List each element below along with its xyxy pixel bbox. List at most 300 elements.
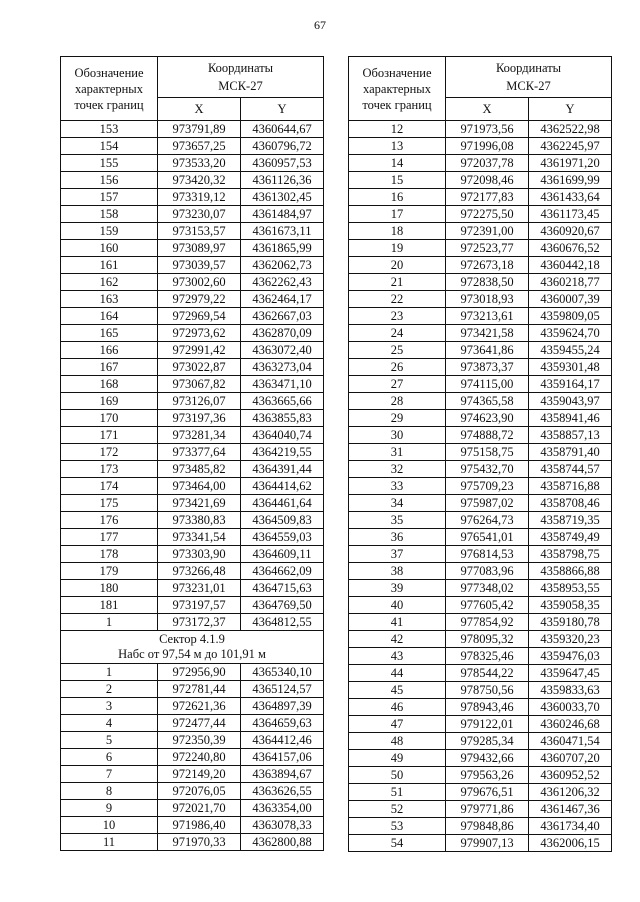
coordinates-label: Координаты	[495, 61, 562, 75]
x-coordinate-cell: 974115,00	[446, 376, 529, 393]
point-id-cell: 156	[61, 172, 158, 189]
x-coordinate-cell: 973126,07	[158, 393, 241, 410]
y-coordinate-cell: 4361865,99	[241, 240, 324, 257]
point-id-cell: 19	[349, 240, 446, 257]
x-coordinate-cell: 972477,44	[158, 715, 241, 732]
point-id-cell: 157	[61, 189, 158, 206]
table-row	[61, 427, 324, 444]
x-coordinate-cell: 973002,60	[158, 274, 241, 291]
point-id-cell: 158	[61, 206, 158, 223]
y-coordinate-cell: 4364414,62	[241, 478, 324, 495]
table-row	[61, 223, 324, 240]
y-coordinate-cell: 4359320,23	[529, 631, 612, 648]
x-coordinate-cell: 973231,01	[158, 580, 241, 597]
y-coordinate-cell: 4362464,17	[241, 291, 324, 308]
x-coordinate-cell: 978325,46	[446, 648, 529, 665]
x-coordinate-cell: 978095,32	[446, 631, 529, 648]
point-id-cell: 169	[61, 393, 158, 410]
point-id-cell: 46	[349, 699, 446, 716]
point-id-cell: 172	[61, 444, 158, 461]
table-row	[349, 342, 612, 359]
x-coordinate-cell: 973341,54	[158, 529, 241, 546]
x-coordinate-cell: 973377,64	[158, 444, 241, 461]
point-id-cell: 160	[61, 240, 158, 257]
table-row	[61, 308, 324, 325]
x-coordinate-cell: 971970,33	[158, 834, 241, 851]
table-row	[349, 427, 612, 444]
point-id-cell: 174	[61, 478, 158, 495]
table-row	[61, 257, 324, 274]
left-table-body-lower	[61, 664, 324, 851]
point-id-cell: 175	[61, 495, 158, 512]
x-coordinate-cell: 975709,23	[446, 478, 529, 495]
y-coordinate-cell: 4364715,63	[241, 580, 324, 597]
point-id-cell: 2	[61, 681, 158, 698]
x-coordinate-cell: 979676,51	[446, 784, 529, 801]
point-id-cell: 7	[61, 766, 158, 783]
table-row	[61, 274, 324, 291]
point-id-cell: 154	[61, 138, 158, 155]
x-coordinate-cell: 977083,96	[446, 563, 529, 580]
point-id-cell: 181	[61, 597, 158, 614]
point-id-cell: 53	[349, 818, 446, 835]
point-id-cell: 32	[349, 461, 446, 478]
y-coordinate-cell: 4360676,52	[529, 240, 612, 257]
table-row	[349, 240, 612, 257]
y-coordinate-cell: 4363855,83	[241, 410, 324, 427]
point-id-cell: 40	[349, 597, 446, 614]
x-coordinate-cell: 972275,50	[446, 206, 529, 223]
point-id-cell: 155	[61, 155, 158, 172]
table-row	[349, 733, 612, 750]
point-id-cell: 3	[61, 698, 158, 715]
x-coordinate-cell: 972240,80	[158, 749, 241, 766]
y-coordinate-cell: 4363665,66	[241, 393, 324, 410]
point-id-cell: 41	[349, 614, 446, 631]
y-coordinate-cell: 4359301,48	[529, 359, 612, 376]
y-coordinate-cell: 4363354,00	[241, 800, 324, 817]
x-coordinate-cell: 972969,54	[158, 308, 241, 325]
x-coordinate-cell: 974623,90	[446, 410, 529, 427]
y-coordinate-cell: 4358749,49	[529, 529, 612, 546]
table-row	[61, 495, 324, 512]
y-coordinate-cell: 4364509,83	[241, 512, 324, 529]
x-coordinate-cell: 972177,83	[446, 189, 529, 206]
point-id-cell: 33	[349, 478, 446, 495]
point-designation-header: Обозначение характерных точек границ	[349, 57, 446, 121]
table-row	[61, 376, 324, 393]
table-row	[61, 393, 324, 410]
y-coordinate-cell: 4359809,05	[529, 308, 612, 325]
table-row	[349, 818, 612, 835]
x-coordinate-cell: 972076,05	[158, 783, 241, 800]
x-coordinate-cell: 972956,90	[158, 664, 241, 681]
point-id-cell: 168	[61, 376, 158, 393]
point-id-cell: 17	[349, 206, 446, 223]
y-coordinate-cell: 4358791,40	[529, 444, 612, 461]
y-coordinate-cell: 4363471,10	[241, 376, 324, 393]
x-coordinate-cell: 973303,90	[158, 546, 241, 563]
x-coordinate-cell: 972973,62	[158, 325, 241, 342]
x-coordinate-cell: 973420,32	[158, 172, 241, 189]
point-id-cell: 173	[61, 461, 158, 478]
x-coordinate-cell: 973018,93	[446, 291, 529, 308]
y-coordinate-cell: 4364659,63	[241, 715, 324, 732]
y-coordinate-cell: 4359455,24	[529, 342, 612, 359]
point-id-cell: 35	[349, 512, 446, 529]
x-coordinate-cell: 971986,40	[158, 817, 241, 834]
table-row	[349, 393, 612, 410]
point-id-cell: 4	[61, 715, 158, 732]
table-row	[61, 783, 324, 800]
x-coordinate-cell: 973213,61	[446, 308, 529, 325]
x-coordinate-cell: 979432,66	[446, 750, 529, 767]
y-coordinate-cell: 4360471,54	[529, 733, 612, 750]
point-id-cell: 29	[349, 410, 446, 427]
point-id-cell: 30	[349, 427, 446, 444]
table-row	[349, 121, 612, 138]
x-coordinate-cell: 971996,08	[446, 138, 529, 155]
point-id-cell: 179	[61, 563, 158, 580]
point-id-cell: 177	[61, 529, 158, 546]
table-row	[61, 291, 324, 308]
y-coordinate-cell: 4358716,88	[529, 478, 612, 495]
point-id-cell: 165	[61, 325, 158, 342]
table-row	[61, 138, 324, 155]
sector-row	[61, 631, 324, 664]
table-row	[61, 834, 324, 851]
y-coordinate-cell: 4360218,77	[529, 274, 612, 291]
table-row	[61, 206, 324, 223]
coordinate-system-label: МСК-27	[218, 79, 263, 93]
y-coordinate-cell: 4359647,45	[529, 665, 612, 682]
table-row	[349, 223, 612, 240]
y-coordinate-cell: 4359043,97	[529, 393, 612, 410]
table-row	[349, 138, 612, 155]
point-id-cell: 164	[61, 308, 158, 325]
x-coordinate-cell: 973641,86	[446, 342, 529, 359]
table-row	[349, 597, 612, 614]
table-row	[61, 766, 324, 783]
x-coordinate-cell: 973089,97	[158, 240, 241, 257]
sector-title: Сектор 4.1.9	[159, 632, 225, 646]
point-designation-header: Обозначение характерных точек границ	[61, 57, 158, 121]
x-coordinate-cell: 973153,57	[158, 223, 241, 240]
x-coordinate-cell: 972781,44	[158, 681, 241, 698]
coordinates-header	[158, 57, 324, 98]
y-coordinate-cell: 4360920,67	[529, 223, 612, 240]
y-coordinate-cell: 4363894,67	[241, 766, 324, 783]
y-coordinate-cell: 4361206,32	[529, 784, 612, 801]
x-coordinate-cell: 973485,82	[158, 461, 241, 478]
x-coordinate-cell: 973039,57	[158, 257, 241, 274]
point-id-cell: 26	[349, 359, 446, 376]
table-row	[61, 121, 324, 138]
point-id-cell: 13	[349, 138, 446, 155]
table-row	[349, 478, 612, 495]
table-row	[61, 664, 324, 681]
left-table-body-upper	[61, 121, 324, 631]
table-row	[61, 681, 324, 698]
table-row	[61, 172, 324, 189]
x-coordinate-cell: 973266,48	[158, 563, 241, 580]
point-id-cell: 170	[61, 410, 158, 427]
y-coordinate-cell: 4364040,74	[241, 427, 324, 444]
table-row	[61, 732, 324, 749]
point-id-cell: 171	[61, 427, 158, 444]
point-id-cell: 12	[349, 121, 446, 138]
table-row	[61, 817, 324, 834]
x-coordinate-cell: 973380,83	[158, 512, 241, 529]
y-coordinate-cell: 4364812,55	[241, 614, 324, 631]
y-coordinate-cell: 4364662,09	[241, 563, 324, 580]
table-row	[349, 257, 612, 274]
y-coordinate-cell: 4358857,13	[529, 427, 612, 444]
point-id-cell: 159	[61, 223, 158, 240]
y-coordinate-cell: 4361699,99	[529, 172, 612, 189]
table-row	[349, 325, 612, 342]
point-id-cell: 161	[61, 257, 158, 274]
y-coordinate-cell: 4361173,45	[529, 206, 612, 223]
point-id-cell: 37	[349, 546, 446, 563]
table-row	[349, 716, 612, 733]
y-coordinate-cell: 4364391,44	[241, 461, 324, 478]
y-coordinate-cell: 4363078,33	[241, 817, 324, 834]
table-row	[349, 665, 612, 682]
y-coordinate-cell: 4360707,20	[529, 750, 612, 767]
point-id-cell: 22	[349, 291, 446, 308]
table-row	[61, 614, 324, 631]
x-coordinate-cell: 978943,46	[446, 699, 529, 716]
x-coordinate-cell: 977854,92	[446, 614, 529, 631]
x-coordinate-cell: 973873,37	[446, 359, 529, 376]
y-coordinate-cell: 4362062,73	[241, 257, 324, 274]
page-number: 67	[314, 18, 326, 32]
coordinates-header	[446, 57, 612, 98]
point-id-cell: 178	[61, 546, 158, 563]
point-id-cell: 24	[349, 325, 446, 342]
x-coordinate-cell: 972098,46	[446, 172, 529, 189]
sector-subtitle: Набс от 97,54 м до 101,91 м	[118, 647, 266, 661]
y-coordinate-cell: 4358719,35	[529, 512, 612, 529]
x-coordinate-cell: 975987,02	[446, 495, 529, 512]
y-coordinate-cell: 4359058,35	[529, 597, 612, 614]
point-id-cell: 176	[61, 512, 158, 529]
table-row	[349, 767, 612, 784]
y-coordinate-cell: 4362800,88	[241, 834, 324, 851]
y-coordinate-cell: 4361734,40	[529, 818, 612, 835]
x-coordinate-cell: 972979,22	[158, 291, 241, 308]
table-row	[61, 342, 324, 359]
point-id-cell: 1	[61, 614, 158, 631]
table-row	[349, 682, 612, 699]
point-id-cell: 8	[61, 783, 158, 800]
point-id-cell: 48	[349, 733, 446, 750]
x-coordinate-cell: 972523,77	[446, 240, 529, 257]
x-coordinate-cell: 973421,58	[446, 325, 529, 342]
table-row	[349, 308, 612, 325]
point-id-cell: 14	[349, 155, 446, 172]
table-row	[349, 801, 612, 818]
point-id-cell: 31	[349, 444, 446, 461]
point-id-cell: 18	[349, 223, 446, 240]
point-id-cell: 11	[61, 834, 158, 851]
table-row	[349, 699, 612, 716]
point-id-cell: 49	[349, 750, 446, 767]
table-row	[61, 189, 324, 206]
coordinate-system-label: МСК-27	[506, 79, 551, 93]
point-id-cell: 153	[61, 121, 158, 138]
x-coordinate-cell: 979848,86	[446, 818, 529, 835]
y-coordinate-cell: 4360033,70	[529, 699, 612, 716]
right-table-body	[349, 121, 612, 852]
x-coordinate-cell: 973197,36	[158, 410, 241, 427]
table-row	[349, 750, 612, 767]
sector-cell	[61, 631, 324, 664]
x-coordinate-cell: 979122,01	[446, 716, 529, 733]
x-coordinate-cell: 979907,13	[446, 835, 529, 852]
x-coordinate-cell: 978544,22	[446, 665, 529, 682]
table-row	[349, 784, 612, 801]
table-row	[61, 563, 324, 580]
x-coordinate-cell: 974888,72	[446, 427, 529, 444]
y-coordinate-cell: 4361126,36	[241, 172, 324, 189]
point-id-cell: 9	[61, 800, 158, 817]
table-row	[61, 546, 324, 563]
table-row	[61, 444, 324, 461]
x-coordinate-cell: 972673,18	[446, 257, 529, 274]
table-row	[61, 410, 324, 427]
y-coordinate-cell: 4359164,17	[529, 376, 612, 393]
table-row	[349, 291, 612, 308]
x-coordinate-cell: 979285,34	[446, 733, 529, 750]
y-coordinate-cell: 4365340,10	[241, 664, 324, 681]
x-coordinate-cell: 972391,00	[446, 223, 529, 240]
x-coordinate-cell: 978750,56	[446, 682, 529, 699]
table-row	[61, 800, 324, 817]
table-row	[349, 512, 612, 529]
x-coordinate-cell: 972149,20	[158, 766, 241, 783]
coordinates-table-left	[60, 56, 324, 851]
coordinates-label: Координаты	[207, 61, 274, 75]
point-id-cell: 27	[349, 376, 446, 393]
x-coordinate-cell: 979563,26	[446, 767, 529, 784]
table-row	[349, 529, 612, 546]
table-row	[349, 614, 612, 631]
x-coordinate-cell: 974365,58	[446, 393, 529, 410]
table-row	[349, 546, 612, 563]
table-row	[61, 698, 324, 715]
x-coordinate-cell: 973791,89	[158, 121, 241, 138]
y-coordinate-cell: 4358866,88	[529, 563, 612, 580]
table-row	[349, 189, 612, 206]
x-coordinate-cell: 972621,36	[158, 698, 241, 715]
table-row	[349, 580, 612, 597]
x-coordinate-cell: 973230,07	[158, 206, 241, 223]
y-coordinate-cell: 4358941,46	[529, 410, 612, 427]
table-row	[61, 240, 324, 257]
x-coordinate-cell: 971973,56	[446, 121, 529, 138]
y-coordinate-cell: 4364219,55	[241, 444, 324, 461]
y-coordinate-cell: 4360952,52	[529, 767, 612, 784]
table-row	[349, 155, 612, 172]
y-coordinate-cell: 4361971,20	[529, 155, 612, 172]
x-coordinate-cell: 973533,20	[158, 155, 241, 172]
y-coordinate-cell: 4364609,11	[241, 546, 324, 563]
point-id-cell: 36	[349, 529, 446, 546]
table-row	[349, 274, 612, 291]
table-row	[349, 648, 612, 665]
x-coordinate-cell: 973421,69	[158, 495, 241, 512]
y-coordinate-cell: 4362522,98	[529, 121, 612, 138]
y-coordinate-cell: 4361484,97	[241, 206, 324, 223]
table-row	[349, 631, 612, 648]
table-row	[349, 444, 612, 461]
point-id-cell: 54	[349, 835, 446, 852]
table-row	[61, 597, 324, 614]
point-id-cell: 28	[349, 393, 446, 410]
x-coordinate-cell: 973281,34	[158, 427, 241, 444]
table-row	[61, 461, 324, 478]
y-coordinate-cell: 4360796,72	[241, 138, 324, 155]
y-coordinate-cell: 4360644,67	[241, 121, 324, 138]
table-row	[349, 495, 612, 512]
point-id-cell: 5	[61, 732, 158, 749]
y-coordinate-cell: 4359833,63	[529, 682, 612, 699]
point-id-cell: 51	[349, 784, 446, 801]
y-coordinate-cell: 4361673,11	[241, 223, 324, 240]
x-coordinate-cell: 976264,73	[446, 512, 529, 529]
x-axis-header: X	[446, 98, 529, 121]
table-row	[349, 359, 612, 376]
point-id-cell: 52	[349, 801, 446, 818]
x-coordinate-cell: 979771,86	[446, 801, 529, 818]
y-coordinate-cell: 4358953,55	[529, 580, 612, 597]
point-id-cell: 166	[61, 342, 158, 359]
y-coordinate-cell: 4359624,70	[529, 325, 612, 342]
y-coordinate-cell: 4360007,39	[529, 291, 612, 308]
point-id-cell: 21	[349, 274, 446, 291]
table-row	[349, 563, 612, 580]
y-coordinate-cell: 4363626,55	[241, 783, 324, 800]
point-id-cell: 25	[349, 342, 446, 359]
y-coordinate-cell: 4358744,57	[529, 461, 612, 478]
table-row	[349, 206, 612, 223]
point-id-cell: 167	[61, 359, 158, 376]
point-id-cell: 15	[349, 172, 446, 189]
point-id-cell: 16	[349, 189, 446, 206]
table-row	[61, 580, 324, 597]
table-row	[349, 172, 612, 189]
x-coordinate-cell: 973657,25	[158, 138, 241, 155]
x-coordinate-cell: 972037,78	[446, 155, 529, 172]
table-row	[349, 376, 612, 393]
point-id-cell: 44	[349, 665, 446, 682]
y-coordinate-cell: 4359476,03	[529, 648, 612, 665]
y-coordinate-cell: 4362667,03	[241, 308, 324, 325]
point-id-cell: 163	[61, 291, 158, 308]
y-coordinate-cell: 4360957,53	[241, 155, 324, 172]
table-row	[61, 715, 324, 732]
y-coordinate-cell: 4360442,18	[529, 257, 612, 274]
x-coordinate-cell: 972350,39	[158, 732, 241, 749]
x-coordinate-cell: 973067,82	[158, 376, 241, 393]
point-id-cell: 45	[349, 682, 446, 699]
coordinates-table-right	[348, 56, 612, 852]
x-axis-header: X	[158, 98, 241, 121]
y-axis-header: Y	[241, 98, 324, 121]
table-row	[61, 325, 324, 342]
